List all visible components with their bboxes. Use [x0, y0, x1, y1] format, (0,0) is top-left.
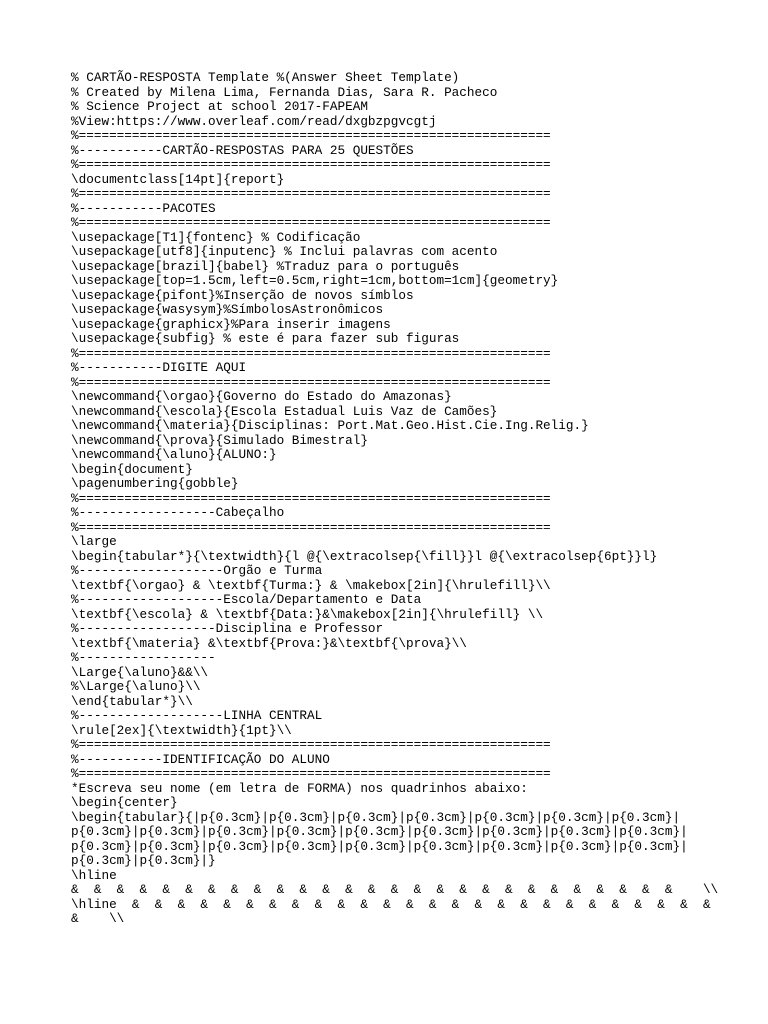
- code-line: \hline & & & & & & & & & & & & & & & & & & & & & & & & & &: [71, 896, 711, 912]
- code-line: \begin{center}: [71, 795, 178, 810]
- code-line: %-----------CARTÃO-RESPOSTAS PARA 25 QUESTÕES: [71, 142, 414, 158]
- code-line: \usepackage{subfig} % este é para fazer sub figuras: [71, 331, 460, 346]
- code-line: \newcommand{\prova}{Simulado Bimestral}: [71, 432, 368, 448]
- code-line: *Escreva seu nome (em letra de FORMA) nos quadrinhos abaixo:: [71, 780, 528, 796]
- code-line: \begin{tabular}{|p{0.3cm}|p{0.3cm}|p{0.3cm}|p{0.3cm}|p{0.3cm}|p{0.3cm}|p{0.3cm}|: [71, 809, 681, 825]
- code-line: % Science Project at school 2017-FAPEAM: [71, 99, 368, 114]
- code-line: %==============================================================: [71, 519, 551, 535]
- code-line: \begin{document}: [71, 461, 193, 477]
- code-line: %\Large{\aluno}\\: [71, 679, 201, 694]
- code-line: \textbf{\orgao} & \textbf{Turma:} & \makebox[2in]{\hrulefill}\\: [71, 577, 551, 593]
- code-line: %==============================================================: [71, 128, 551, 143]
- code-line: %==============================================================: [71, 215, 551, 230]
- code-line: \documentclass[14pt]{report}: [71, 171, 285, 187]
- code-line: %-------------------Orgão e Turma: [71, 563, 323, 578]
- code-line: p{0.3cm}|p{0.3cm}|p{0.3cm}|p{0.3cm}|p{0.3cm}|p{0.3cm}|p{0.3cm}|p{0.3cm}|p{0.3cm}|: [71, 838, 688, 854]
- code-line: p{0.3cm}|p{0.3cm}|}: [71, 853, 216, 868]
- code-line: %==============================================================: [71, 737, 551, 752]
- code-line: \newcommand{\escola}{Escola Estadual Luis Vaz de Camões}: [71, 403, 498, 419]
- code-line: %-------------------LINHA CENTRAL: [71, 708, 323, 723]
- code-line: \usepackage[utf8]{inputenc} % Inclui palavras com acento: [71, 244, 498, 259]
- code-line: %==============================================================: [71, 345, 551, 361]
- code-line: %==============================================================: [71, 766, 551, 781]
- code-line: %==============================================================: [71, 186, 551, 201]
- code-line: %-----------IDENTIFICAÇÃO DO ALUNO: [71, 751, 330, 767]
- code-line: \usepackage[T1]{fontenc} % Codificação: [71, 229, 361, 245]
- code-line: %==============================================================: [71, 157, 551, 172]
- code-line: %-----------PACOTES: [71, 200, 216, 216]
- code-line: %------------------Cabeçalho: [71, 505, 285, 520]
- code-line: \hline: [71, 867, 117, 883]
- code-line: p{0.3cm}|p{0.3cm}|p{0.3cm}|p{0.3cm}|p{0.3cm}|p{0.3cm}|p{0.3cm}|p{0.3cm}|p{0.3cm}|: [71, 824, 688, 839]
- code-line: \usepackage[top=1.5cm,left=0.5cm,right=1cm,bottom=1cm]{geometry}: [71, 273, 559, 288]
- code-line: \newcommand{\aluno}{ALUNO:}: [71, 447, 277, 462]
- code-line: \rule[2ex]{\textwidth}{1pt}\\: [71, 722, 292, 738]
- code-line: \newcommand{\materia}{Disciplinas: Port.Mat.Geo.Hist.Cie.Ing.Relig.}: [71, 418, 589, 433]
- code-line: %==============================================================: [71, 490, 551, 506]
- code-line: %------------------: [71, 650, 216, 665]
- code-line: & \\: [71, 911, 125, 926]
- latex-source-document: [71, 71, 731, 927]
- code-line: %View:https://www.overleaf.com/read/dxgbzpgvcgtj: [71, 113, 437, 129]
- code-line: \newcommand{\orgao}{Governo do Estado do Amazonas}: [71, 389, 452, 404]
- code-line: %------------------Disciplina e Professor: [71, 621, 384, 636]
- code-line: \pagenumbering{gobble}: [71, 476, 239, 491]
- code-line: % CARTÃO-RESPOSTA Template %(Answer Sheet Template): [71, 70, 460, 85]
- code-line: \usepackage{wasysym}%SímbolosAstronômicos: [71, 302, 384, 317]
- code-line: %-----------DIGITE AQUI: [71, 360, 247, 375]
- code-line: \usepackage[brazil]{babel} %Traduz para o português: [71, 258, 460, 274]
- code-line: \textbf{\materia} &\textbf{Prova:}&\textbf{\prova}\\: [71, 635, 467, 651]
- code-line: %==============================================================: [71, 374, 551, 390]
- code-line: \end{tabular*}\\: [71, 693, 193, 709]
- code-line: \usepackage{graphicx}%Para inserir imagens: [71, 316, 391, 332]
- code-line: \begin{tabular*}{\textwidth}{l @{\extracolsep{\fill}}l @{\extracolsep{6pt}}l}: [71, 548, 658, 564]
- code-line: %-------------------Escola/Departamento e Data: [71, 592, 422, 607]
- code-line: \usepackage{pifont}%Inserção de novos símblos: [71, 287, 414, 303]
- code-line: \large: [71, 534, 117, 549]
- code-line: \textbf{\escola} & \textbf{Data:}&\makebox[2in]{\hrulefill} \\: [71, 606, 544, 622]
- code-line: & & & & & & & & & & & & & & & & & & & & & & & & & & & \\: [71, 882, 719, 897]
- code-line: % Created by Milena Lima, Fernanda Dias, Sara R. Pacheco: [71, 84, 498, 100]
- code-line: \Large{\aluno}&&\\: [71, 664, 209, 680]
